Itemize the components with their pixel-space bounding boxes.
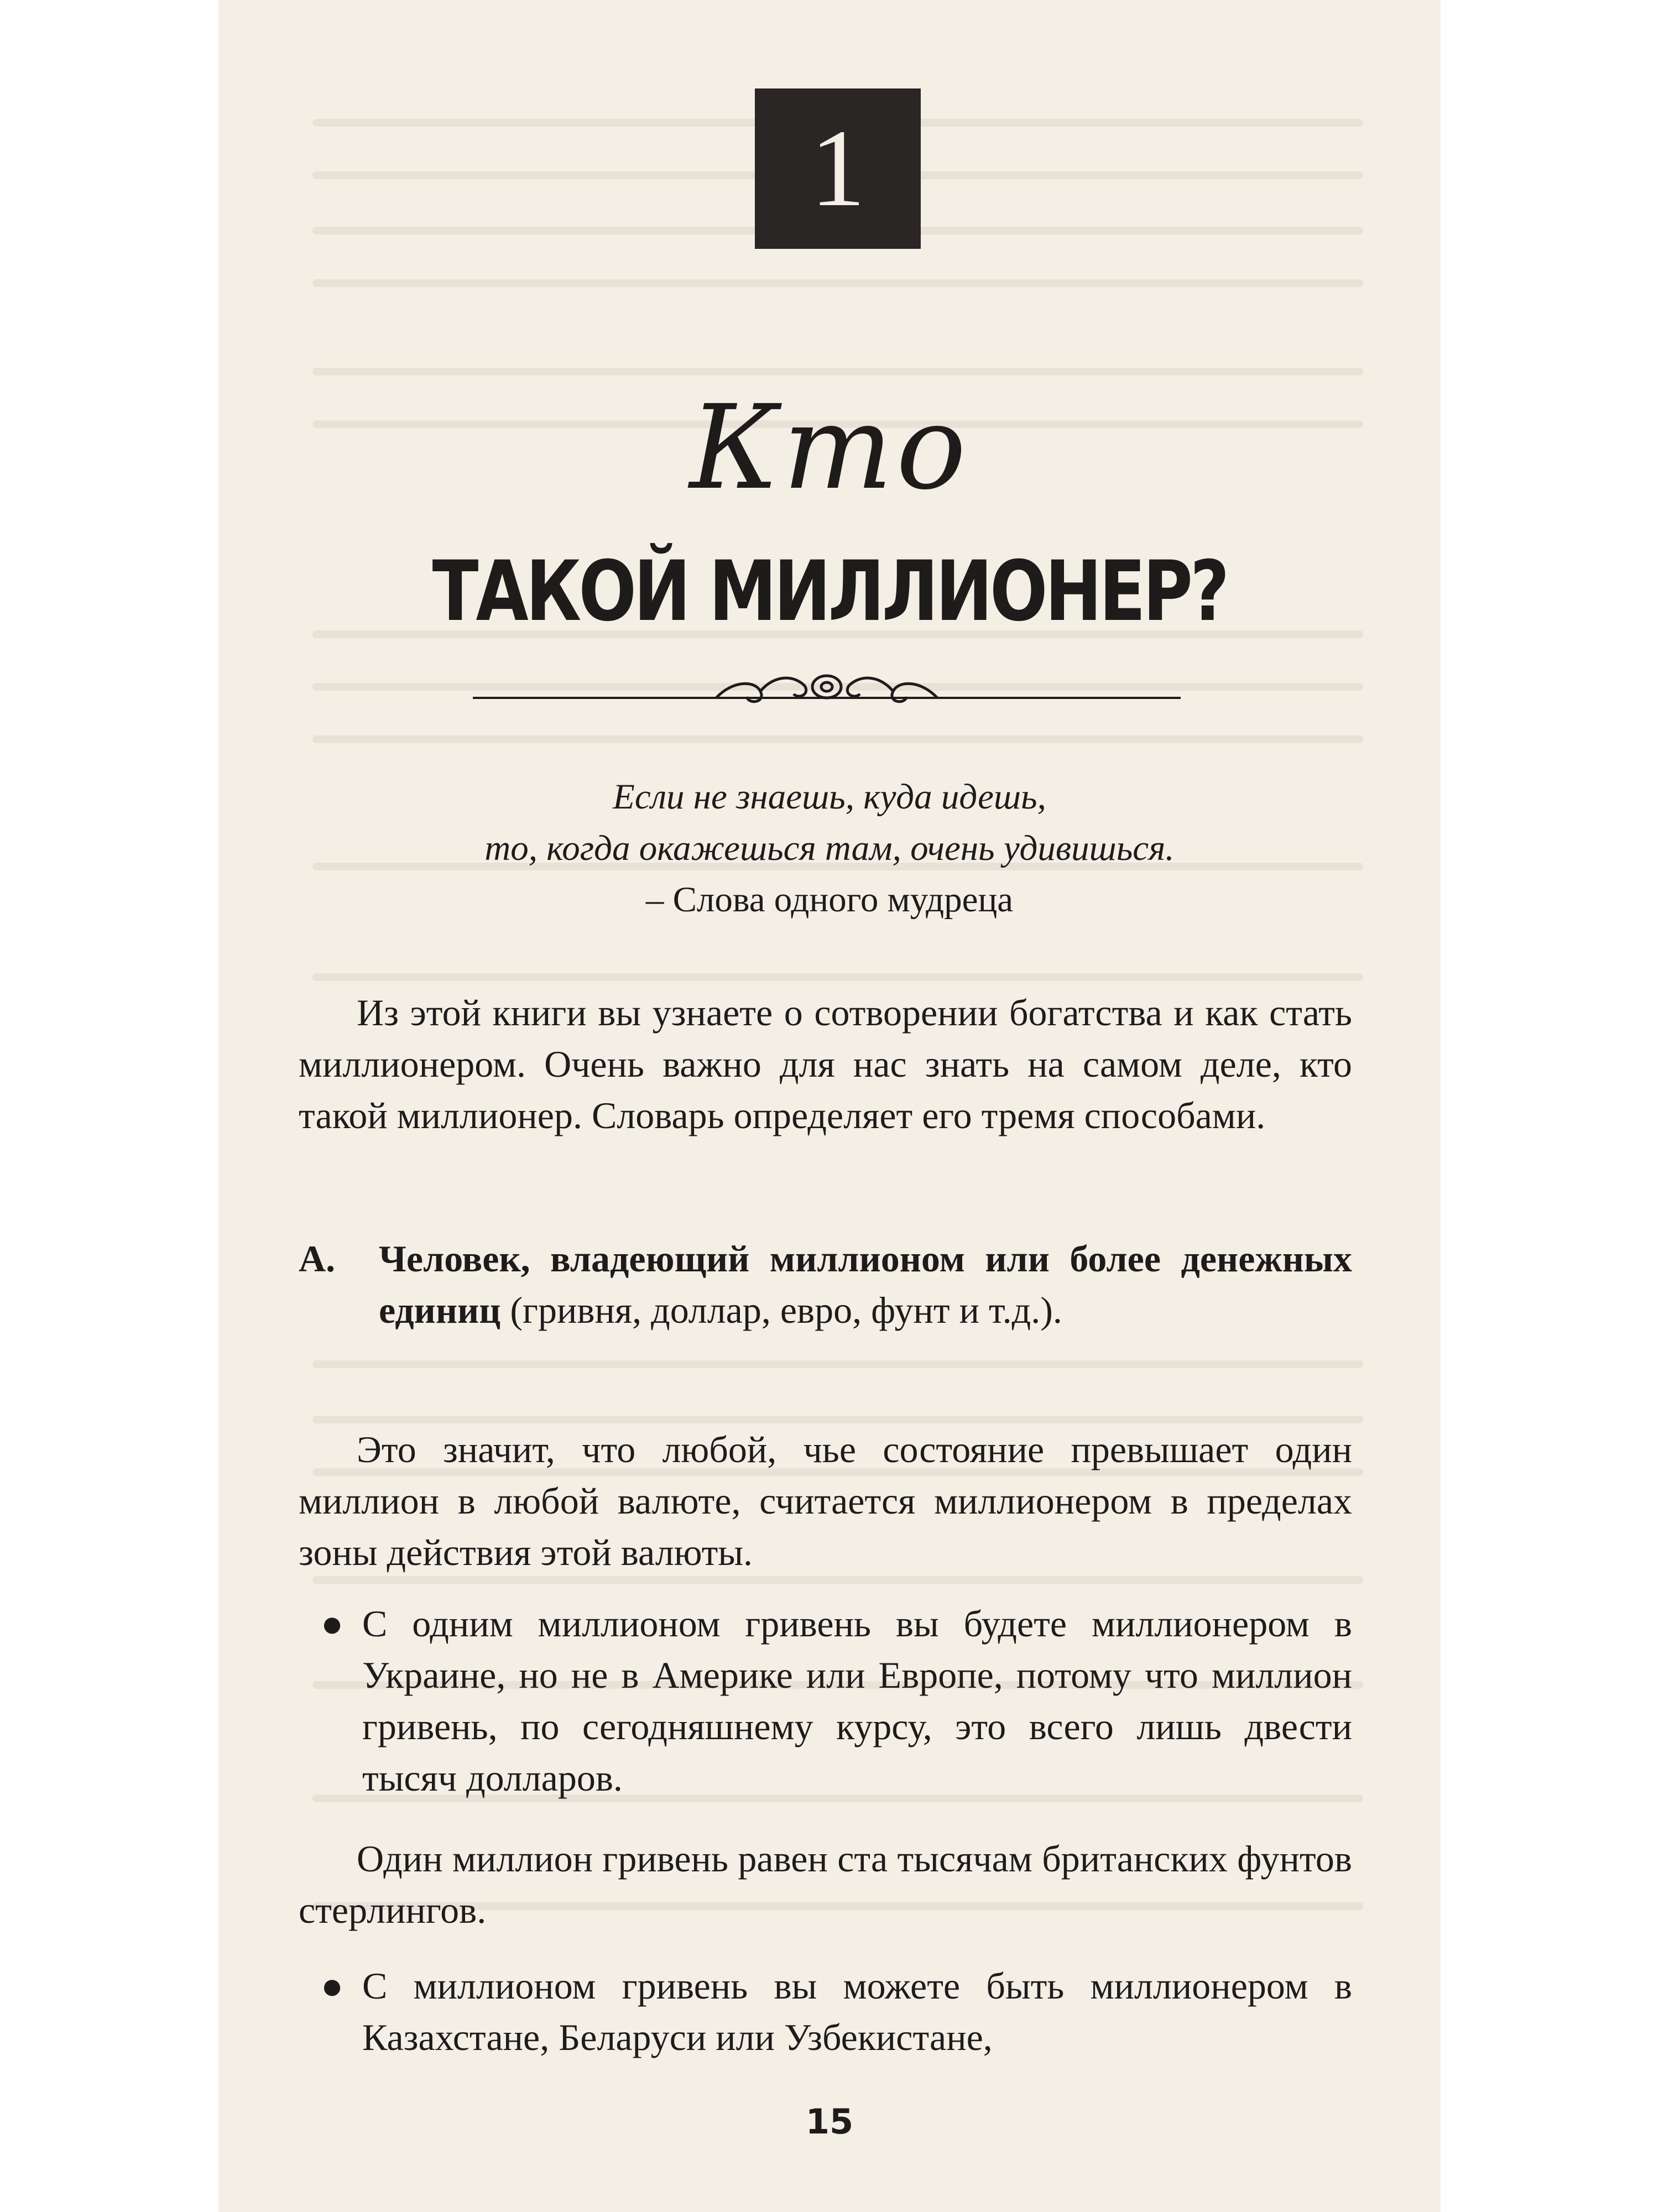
bullet-text: С одним миллионом гривень вы будете миллионером в Украине, но не в Америке или Европе, потому что миллион гривень, по сегодняшнему курсу, это всего лишь двести тысяч долларов. [362,1603,1352,1799]
chapter-title-main: ТАКОЙ МИЛЛИОНЕР? [432,544,1227,640]
page-number: 15 [805,2101,854,2142]
paragraph: Из этой книги вы узнаете о сотворении богатства и как стать миллионером. Очень важно для нас знать на самом деле, кто такой миллионер. Словарь определяет его тремя способами. [299,992,1352,1136]
show-through [312,368,1363,375]
definition-rest-text: (гривня, доллар, евро, фунт и т.д.). [500,1289,1062,1331]
epigraph [218,771,1441,926]
flourish-divider-icon [473,669,1181,713]
body-text [299,987,1352,1141]
bullet-item [299,1598,1352,1804]
paragraph: Это значит, что любой, чье состояние превышает один миллион в любой валюте, считается миллионером в пределах зоны действия этой валюты. [299,1428,1352,1573]
definition-a [299,1233,1352,1336]
epigraph-author: – Слова одного мудреца [645,880,1014,920]
chapter-title-script: Кто [689,380,970,515]
show-through [312,973,1363,981]
show-through [312,1360,1363,1368]
show-through [312,279,1363,287]
paragraph: Один миллион гривень равен ста тысячам британских фунтов стерлингов. [299,1838,1352,1931]
show-through [312,735,1363,743]
chapter-number: 1 [810,107,865,229]
bullet-icon: ● [321,1965,344,2007]
show-through [312,1416,1363,1423]
body-text [299,1833,1352,1936]
chapter-number-box [755,88,921,249]
definition-label: А. [299,1238,336,1280]
book-page [218,0,1441,2212]
epigraph-line: то, когда окажешься там, очень удивишься. [484,828,1175,868]
epigraph-line: Если не знаешь, куда идешь, [613,777,1046,817]
bullet-text: С миллионом гривень вы можете быть миллионером в Казахстане, Беларуси или Узбекистане, [362,1965,1352,2058]
bullet-item [299,1960,1352,2063]
bullet-icon: ● [321,1603,344,1645]
body-text [299,1424,1352,1578]
definition-bold-text: Человек, владеющий миллионом или более денежных единиц [379,1238,1352,1331]
